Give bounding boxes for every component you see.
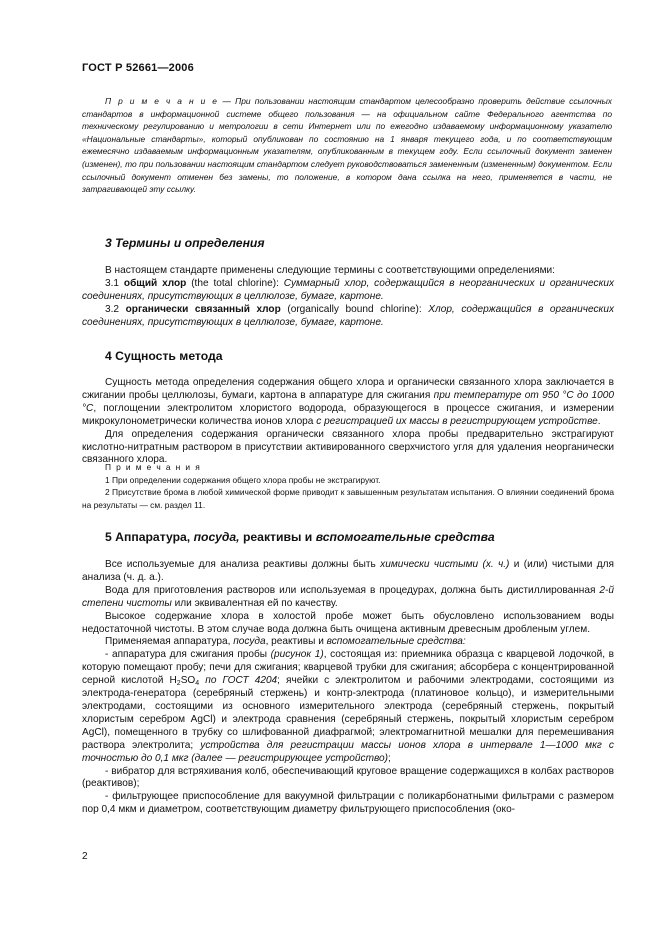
term-3-2: 3.2 органически связанный хлор (organically bound chlorine): Хлор, содержащийся в органических соединениях, присутствующих в целлюлозе, бумаге, картоне. (82, 303, 614, 328)
notes-label: П р и м е ч а н и я (105, 462, 202, 472)
note-text: — При пользовании настоящим стандартом целесообразно проверить действие ссылочных стандартов в информационной системе общего пользования — на официальном сайте Федерального агентства по техническому регулированию и метрологии в сети Интернет или по ежегодно издаваемому информационному указателю «Национальные стандарты», который опубликован по состоянию на 1 января текущего года, и по соответствующим ежемесячно издаваемым информационным указателям, опубликованным в текущем году. Если ссылочный документ заменен (изменен), то при пользовании настоящим стандартом следует руководствоваться замененным (измененным) документом. Если ссылочный документ отменен без замены, то положение, в котором дана ссылка на него, применяется в части, не затрагивающей эту ссылку. (82, 96, 612, 195)
section-5-para-2: Вода для приготовления растворов или используемая в процедурах, должна быть дистиллированная 2-й степени чистоты или эквивалентная ей по качеству. (82, 584, 614, 609)
list-item-apparatus: - аппаратура для сжигания пробы (рисунок 1), состоящая из: приемника образца с кварцевой лодочкой, в которую помещают пробу; печи для сжигания; кварцевой трубки для сжигания; абсорбера с концентрированной серной кислотой $H_2SO_4$ по ГОСТ 4204; ячейки с электролитом и рабочими электродами, состоящими из электрода-генератора (серебряный стержень) и контр-электрода (платиновое кольцо), и измерительными электродами, состоящими из основного измерительного электрода (серебряный стержень, покрытый хлористым серебром AgCl) и электрода сравнения (серебряный стержень, покрытый хлористым серебром AgCl), помещенного в трубку со шлифованной диафрагмой; электромагнитной мешалки для перемешивания раствора электролита; устройства для регистрации массы ионов хлора в интервале 1—1000 мкг с точностью до 0,1 мкг (далее — регистрирующее устройство); (82, 649, 614, 764)
list-item-vibrator: - вибратор для встряхивания колб, обеспечивающий круговое вращение содержащихся в колбах растворов (реактивов); (82, 765, 614, 790)
page-header-doc-id: ГОСТ Р 52661—2006 (82, 62, 194, 74)
section-4-notes (82, 461, 614, 511)
section-5-body (82, 559, 614, 817)
section-5-para-3: Высокое содержание хлора в холостой пробе может быть обусловлено использованием воды недостаточной чистоты. В этом случае вода должна быть очищена активным древесным дробленым углем. (82, 610, 614, 635)
reference-note (82, 95, 612, 196)
section-4-para-1: Сущность метода определения содержания общего хлора и органически связанного хлора заключается в сжигании пробы целлюлозы, бумаги, картона в аппаратуре для сжигания при температуре от 950 °С до 1000 °С, поглощении электролитом хлористого водорода, образующегося в процессе сжигания, и измерении микрокулонометрически количества ионов хлора с регистрацией их массы в регистрирующем устройстве. (82, 377, 614, 427)
section-5-para-4: Применяемая аппаратура, посуда, реактивы и вспомогательные средства: (105, 636, 466, 648)
section-3-intro: В настоящем стандарте применены следующие термины с соответствующими определениями: (105, 265, 555, 276)
note-label: П р и м е ч а н и е (105, 96, 219, 106)
section-4-heading: 4 Сущность метода (105, 349, 223, 363)
section-5-heading: 5 Аппаратура, посуда, реактивы и вспомогательные средства (105, 530, 495, 544)
term-3-1: 3.1 общий хлор (the total chlorine): Суммарный хлор, содержащийся в неорганических и органических соединениях, присутствующих в целлюлозе, бумаге, картоне. (82, 277, 614, 302)
page-number: 2 (82, 851, 88, 862)
section-3-body (82, 265, 614, 330)
note-1: 1 При определении содержания общего хлора пробы не экстрагируют. (105, 474, 381, 485)
section-5-para-1: Все используемые для анализа реактивы должны быть химически чистыми (х. ч.) и (или) чистыми для анализа (ч. д. а.). (82, 559, 614, 583)
section-4-para-2: Для определения содержания органически связанного хлора пробы предварительно экстрагируют кислотно-нитратным раствором в присутствии активированного сверхчистого угля для удаления неорганически связанного хлора. (82, 428, 614, 466)
list-item-filter: - фильтрующее приспособление для вакуумной фильтрации с поликарбонатными фильтрами с размером пор 0,4 мкм и диаметром, соответствующим диаметру фильтрующего приспособления (око- (82, 791, 614, 816)
section-4-body (82, 377, 614, 467)
section-3-heading: 3 Термины и определения (105, 236, 265, 250)
note-2: 2 Присутствие брома в любой химической форме приводит к завышенным результатам испытания. О влиянии соединений брома на результаты — см. раздел 11. (82, 487, 614, 510)
